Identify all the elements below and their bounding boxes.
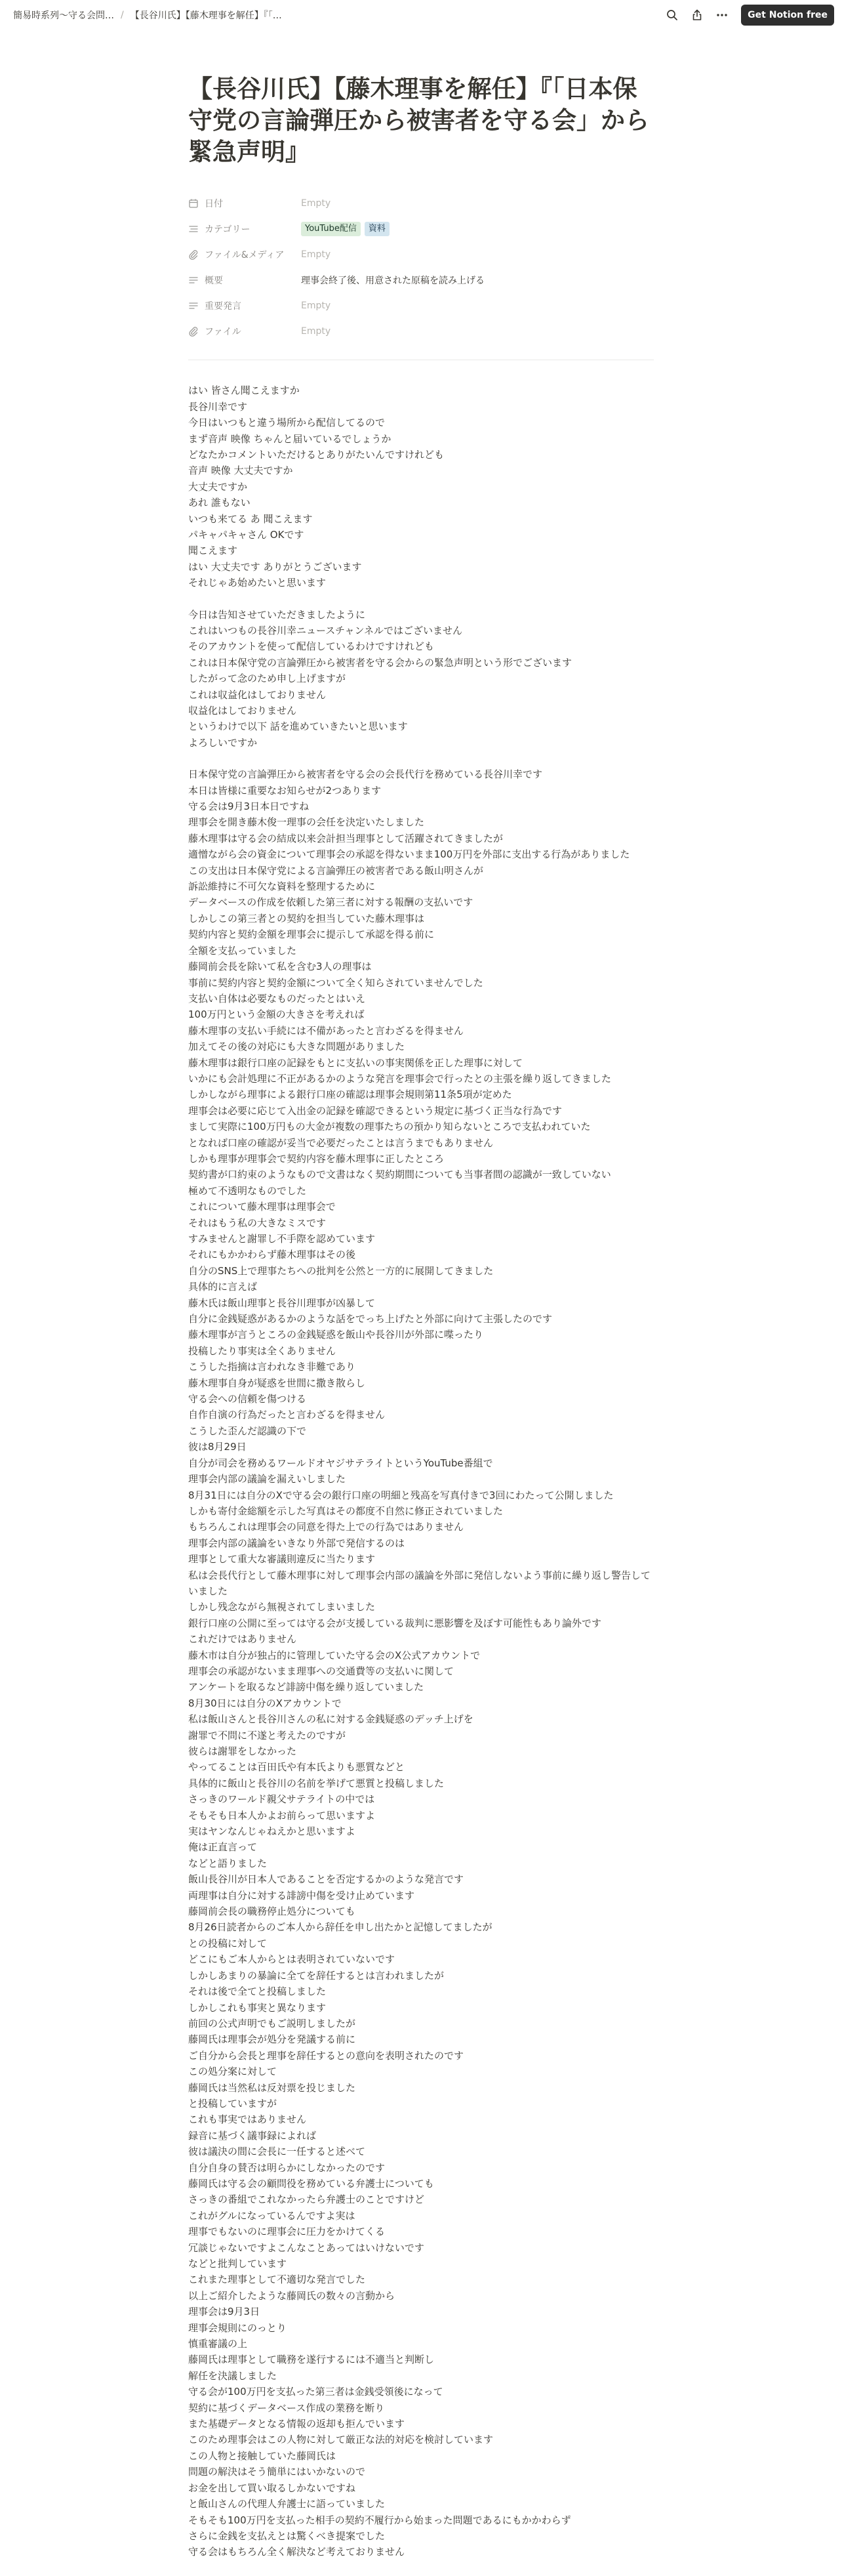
transcript-line: しかも寄付金総額を示した写真はその都度不自然に修正されていました — [188, 1505, 504, 1517]
property-category-value[interactable] — [301, 222, 390, 236]
transcript-line: 自作自演の行為だったと言わざるを得ません — [188, 1409, 386, 1421]
property-files-media — [188, 241, 654, 267]
paperclip-icon — [188, 249, 199, 260]
transcript-line: となれば口座の確認が妥当で必要だったことは言うまでもありません — [188, 1136, 494, 1149]
transcript-line: 本日は皆様に重要なお知らせが2つあります — [188, 784, 382, 797]
transcript-line: 守る会はもちろん全く解決など考えておりません — [188, 2546, 405, 2558]
transcript-line: そもそも日本人かよお前らって思いますよ — [188, 1809, 376, 1821]
transcript-line: それはもう私の大きなミスです — [188, 1216, 327, 1229]
transcript-line: しかしこの第三者との契約を担当していた藤木理事は — [188, 912, 425, 924]
transcript-line: 日本保守党の言論弾圧から被害者を守る会の会長代行を務めている長谷川幸です — [188, 768, 543, 781]
transcript-line: これは日本保守党の言論弾圧から被害者を守る会からの緊急声明という形でございます — [188, 656, 572, 669]
transcript-line: 100万円という金額の大きさを考えれば — [188, 1008, 365, 1021]
transcript-paragraph — [188, 607, 654, 751]
transcript-line: 私は飯山さんと長谷川さんの私に対する金銭疑惑のデッチ上げを — [188, 1713, 473, 1726]
transcript-line: 加えてその後の対応にも大きな問題がありました — [188, 1041, 405, 1053]
transcript-line: 藤木理事が言うところの金銭疑惑を飯山や長谷川が外部に喋ったり — [188, 1329, 484, 1341]
get-notion-free-button[interactable]: Get Notion free — [741, 5, 834, 26]
transcript-line: これだけではありません — [188, 1633, 297, 1646]
share-icon — [691, 9, 704, 22]
transcript-line: 8月26日読者からのご本人から辞任を申し出たかと記憶してましたが — [188, 1921, 492, 1934]
transcript-line: あれ 誰もない — [188, 497, 251, 509]
transcript-line: 理事会は9月3日 — [188, 2306, 260, 2318]
transcript-line: 銀行口座の公開に至っては守る会が支援している裁判に悪影響を及ぼす可能性もあり論外です — [188, 1617, 602, 1629]
list-icon — [188, 224, 199, 234]
transcript-line: 8月30日には自分のXアカウントで — [188, 1697, 342, 1709]
transcript-line: それにもかかわらず藤木理事はその後 — [188, 1249, 356, 1261]
property-list — [188, 190, 654, 344]
transcript-line: しかし残念ながら無視されてしまいました — [188, 1601, 376, 1613]
transcript-line: これは収益化はしておりません — [188, 688, 327, 701]
transcript-line: 自分に金銭疑惑があるかのような話をでっち上げたと外部に向けて主張したのです — [188, 1313, 553, 1325]
transcript-line: これまた理事として不適切な発言でした — [188, 2274, 366, 2286]
transcript-line: 両理事は自分に対する誹謗中傷を受け止めています — [188, 1889, 415, 1901]
transcript-line: 飯山長谷川が日本人であることを否定するかのような発言です — [188, 1873, 464, 1886]
transcript-line: やってることは百田氏や有本氏よりも悪質などと — [188, 1761, 405, 1774]
search-icon — [666, 9, 679, 22]
property-category-label: カテゴリー — [205, 224, 251, 235]
text-lines-icon — [188, 301, 199, 311]
transcript-line: 冗談じゃないですよこんなことあってはいけないです — [188, 2241, 424, 2254]
transcript-line: まして実際に100万円もの大金が複数の理事たちの預かり知らないところで支払われていた — [188, 1121, 591, 1133]
breadcrumb-item-current[interactable]: 【長谷川氏】【藤木理事を解任】『「… — [130, 10, 282, 21]
transcript-line: 問題の解決はそう簡単にはいかないので — [188, 2466, 366, 2478]
transcript-line: これも事実ではありません — [188, 2113, 307, 2126]
transcript-line: 今日はいつもと違う場所から配信してるので — [188, 417, 386, 429]
property-summary-label: 概要 — [205, 275, 223, 286]
transcript-line: 自分自身の賛否は明らかにしなかったのです — [188, 2161, 386, 2174]
transcript-line: 適憎ながら会の資金について理事会の承認を得ないまま100万円を外部に支出する行為がありました — [188, 848, 630, 861]
transcript-line: 理事として重大な審議則違反に当たります — [188, 1553, 376, 1566]
transcript-line: このため理事会はこの人物に対して厳正な法的対応を検討しています — [188, 2434, 494, 2446]
transcript-line: 全額を支払っていました — [188, 944, 297, 957]
property-summary — [188, 267, 654, 293]
transcript-line: 事前に契約内容と契約金額について全く知らされていませんでした — [188, 976, 483, 989]
calendar-icon — [188, 198, 199, 209]
transcript-line: すみませんと謝罪し不手際を認めています — [188, 1233, 376, 1245]
transcript-line: したがって念のため申し上げますが — [188, 673, 346, 685]
transcript-line: などと批判しています — [188, 2258, 287, 2270]
property-file — [188, 318, 654, 344]
transcript-line: 具体的に言えば — [188, 1281, 258, 1293]
property-files-media-value[interactable]: Empty — [301, 249, 331, 260]
transcript-line: 訴訟維持に不可欠な資料を整理するために — [188, 881, 376, 893]
property-key-remarks — [188, 293, 654, 318]
share-button[interactable] — [686, 4, 708, 26]
transcript-line: まず音声 映像 ちゃんと届いているでしょうか — [188, 432, 391, 445]
transcript-line: 長谷川幸です — [188, 400, 248, 413]
transcript-paragraph — [188, 383, 654, 591]
transcript-line: 藤木理事自身が疑惑を世間に撒き散らし — [188, 1377, 366, 1389]
transcript-line: 理事でもないのに理事会に圧力をかけてくる — [188, 2226, 386, 2238]
transcript-line: 理事会は必要に応じて入出金の記録を確認できるという規定に基づく正当な行為です — [188, 1104, 563, 1117]
transcript-line: 極めて不透明なものでした — [188, 1184, 307, 1197]
transcript-line: 守る会への信頼を傷つける — [188, 1393, 307, 1405]
text-lines-icon — [188, 275, 199, 285]
transcript-line: いかにも会計処理に不正があるかのような発言を理事会で行ったとの主張を繰り返してきました — [188, 1072, 612, 1085]
transcript-line: 投稿したり事実は全くありません — [188, 1344, 336, 1357]
page-content — [188, 73, 654, 2576]
transcript-line: 契約書が口約束のようなもので文書はなく契約期間についても当事者間の認識が一致していない — [188, 1169, 611, 1181]
transcript-line: 理事会の承認がないまま理事への交通費等の支払いに関して — [188, 1665, 454, 1677]
transcript-line: 守る会が100万円を支払った第三者は金銭受領後になって — [188, 2386, 443, 2398]
top-actions — [661, 4, 834, 26]
transcript-line: この人物と接触していた藤岡氏は — [188, 2449, 336, 2462]
transcript-line: 彼らは謝罪をしなかった — [188, 1745, 297, 1757]
transcript-line: こうした指摘は言われなき非難であり — [188, 1361, 356, 1373]
transcript-line: 契約に基づくデータベース作成の業務を断り — [188, 2401, 385, 2414]
property-category — [188, 216, 654, 241]
transcript-line: この処分案に対して — [188, 2066, 277, 2078]
transcript-line: 具体的に飯山と長谷川の名前を挙げて悪質と投稿しました — [188, 1777, 445, 1789]
category-tag-youtube: YouTube配信 — [301, 222, 361, 236]
breadcrumb-item-parent[interactable]: 簡易時系列～守る会問… — [13, 10, 114, 21]
transcript-line: 8月31日には自分のXで守る会の銀行口座の明細と残高を写真付きで3回にわたって公開しました — [188, 1489, 614, 1501]
search-button[interactable] — [661, 4, 683, 26]
transcript-line: 藤木氏は飯山理事と長谷川理事が凶暴して — [188, 1297, 376, 1309]
transcript-line: 藤岡氏は守る会の顧問役を務めている弁護士についても — [188, 2177, 434, 2190]
transcript-line: パキャパキャさん OKです — [188, 528, 304, 541]
more-button[interactable] — [711, 4, 733, 26]
transcript-line: さっきの番組でこれなかったら弁護士のことですけど — [188, 2193, 425, 2206]
transcript-line: しかしこれも事実と異なります — [188, 2001, 327, 2014]
transcript-line: 謝罪で不問に不遂と考えたのですが — [188, 1729, 346, 1741]
property-date-value[interactable]: Empty — [301, 197, 331, 209]
transcript-line: しかも理事が理事会で契約内容を藤木理事に正したところ — [188, 1152, 445, 1165]
transcript-line: そもそも100万円を支払った相手の契約不履行から始まった問題であるにもかかわらず — [188, 2514, 571, 2526]
transcript-line: 彼は8月29日 — [188, 1441, 247, 1453]
transcript-line: 理事会規則にのっとり — [188, 2321, 287, 2334]
transcript-line: 藤木理事の支払い手続には不備があったと言わざるを得ません — [188, 1024, 464, 1037]
property-date — [188, 190, 654, 216]
transcript-line: 今日は告知させていただきましたように — [188, 608, 366, 621]
transcript-line: 理事会を開き藤木俊一理事の会任を決定いたしました — [188, 816, 425, 829]
property-file-label: ファイル — [205, 326, 241, 337]
breadcrumb — [9, 7, 661, 23]
property-date-label: 日付 — [205, 198, 223, 209]
transcript-line: 以上ご紹介したような藤岡氏の数々の言動から — [188, 2289, 395, 2302]
transcript-line: 収益化はしておりません — [188, 705, 297, 717]
transcript-line: いつも来てる あ 聞こえます — [188, 512, 313, 525]
transcript-line: さっきのワールド親父サテライトの中では — [188, 1793, 375, 1806]
transcript-line: データベースの作成を依頼した第三者に対する報酬の支払いです — [188, 896, 473, 909]
transcript-line: 慎重審議の上 — [188, 2338, 248, 2350]
transcript-line: それじゃあ始めたいと思います — [188, 577, 327, 589]
transcript-line: もちろんこれは理事会の同意を得た上での行為ではありません — [188, 1521, 464, 1533]
transcript-paragraph — [188, 766, 654, 2560]
paperclip-icon — [188, 326, 199, 337]
transcript-line: 実はヤンなんじゃねえかと思いますよ — [188, 1825, 355, 1838]
more-icon — [715, 9, 729, 22]
transcript-line: こうした歪んだ認識の下で — [188, 1424, 307, 1437]
property-key-remarks-value[interactable]: Empty — [301, 300, 331, 311]
transcript-line: 藤木理事は守る会の結成以来会計担当理事として活躍されてきましたが — [188, 832, 504, 844]
property-files-media-label: ファイル&メディア — [205, 249, 285, 260]
transcript-line: 録音に基づく議事録によれば — [188, 2129, 317, 2142]
transcript-line: 大丈夫ですか — [188, 480, 248, 493]
transcript-line: 藤木理事は銀行口座の記録をもとに支払いの事実関係を正した理事に対して — [188, 1056, 523, 1069]
transcript-line: 支払い自体は必要なものだったとはいえ — [188, 992, 366, 1005]
transcript-line: 藤岡氏は理事として職務を遂行するには不適当と判断し — [188, 2354, 435, 2366]
transcript-line: と投稿していますが — [188, 2097, 277, 2109]
page-title: 【長谷川氏】【藤木理事を解任】『「日本保守党の言論弾圧から被害者を守る会」から緊急声明』 — [188, 75, 649, 167]
transcript-line: しかしながら理事による銀行口座の確認は理事会規則第11条5項が定めた — [188, 1089, 512, 1101]
transcript-line: ご自分から会長と理事を辞任するとの意向を表明されたのです — [188, 2049, 464, 2062]
transcript-line: 契約内容と契約金額を理事会に提示して承認を得る前に — [188, 928, 435, 941]
transcript-line: はい 大丈夫です ありがとうございます — [188, 560, 362, 573]
transcript-line: 藤木市は自分が独占的に管理していた守る会のX公式アカウントで — [188, 1649, 481, 1661]
transcript-line: 藤岡氏は理事会が処分を発議する前に — [188, 2033, 356, 2046]
transcript-line: 私は会長代行として藤木理事に対して理事会内部の議論を外部に発信しないよう事前に繰り返し警告していました — [188, 1569, 651, 1597]
property-key-remarks-label: 重要発言 — [205, 301, 241, 312]
transcript-line: 俺は正直言って — [188, 1841, 258, 1854]
transcript-body — [188, 383, 654, 2560]
breadcrumb-separator: / — [121, 10, 124, 20]
transcript-line: 藤岡氏は当然私は反対票を投じました — [188, 2081, 356, 2094]
transcript-line: 解任を決議しました — [188, 2369, 277, 2382]
transcript-line: これがグルになっているんですよ実は — [188, 2209, 355, 2222]
transcript-line: 理事会内部の議論をいきなり外部で発信するのは — [188, 1537, 405, 1549]
transcript-line: 藤岡前会長の職務停止処分についても — [188, 1905, 355, 1918]
transcript-line: 音声 映像 大丈夫ですか — [188, 465, 293, 477]
transcript-line: よろしいですか — [188, 736, 258, 749]
transcript-line: また基礎データとなる情報の返却も拒んでいます — [188, 2418, 405, 2430]
transcript-line: 守る会は9月3日本日ですね — [188, 800, 310, 813]
transcript-line: アンケートを取るなど誹謗中傷を繰り返していました — [188, 1681, 424, 1693]
transcript-line: 前回の公式声明でもご説明しましたが — [188, 2017, 356, 2029]
transcript-line: これはいつもの長谷川幸ニュースチャンネルではございません — [188, 624, 463, 636]
transcript-line: どこにもご本人からとは表明されていないです — [188, 1953, 395, 1966]
transcript-line: この支出は日本保守党による言論弾圧の被害者である飯山明さんが — [188, 864, 484, 877]
transcript-line: それは後で全てと投稿しました — [188, 1985, 327, 1998]
transcript-line: はい 皆さん聞こえますか — [188, 384, 300, 397]
transcript-line: 聞こえます — [188, 545, 238, 557]
transcript-line: 理事会内部の議論を漏えいしました — [188, 1473, 346, 1485]
transcript-line: さらに金銭を支払えとは驚くべき提案でした — [188, 2529, 386, 2542]
top-bar — [0, 0, 842, 30]
transcript-line: 彼は議決の間に会長に一任すると述べて — [188, 2146, 366, 2158]
transcript-line: というわけで以下 話を進めていきたいと思います — [188, 720, 408, 733]
transcript-line: そのアカウントを使って配信しているわけですけれども — [188, 640, 434, 653]
category-tag-document: 資料 — [365, 222, 390, 236]
transcript-line: どなたかコメントいただけるとありがたいんですけれども — [188, 448, 445, 461]
transcript-line: 自分のSNS上で理事たちへの批判を公然と一方的に展開してきました — [188, 1264, 494, 1277]
transcript-line: これについて藤木理事は理事会で — [188, 1201, 336, 1213]
property-file-value[interactable]: Empty — [301, 325, 331, 337]
property-summary-value[interactable]: 理事会終了後、用意された原稿を読み上げる — [301, 275, 485, 286]
transcript-line: 自分が司会を務めるワールドオヤジサテライトというYouTube番組で — [188, 1457, 493, 1469]
transcript-line: との投稿に対して — [188, 1937, 268, 1949]
transcript-line: 藤岡前会長を除いて私を含む3人の理事は — [188, 961, 372, 973]
transcript-line: と飯山さんの代理人弁護士に語っていました — [188, 2498, 386, 2510]
transcript-line: しかしあまりの暴論に全てを辞任するとは言われましたが — [188, 1969, 445, 1982]
transcript-line: お金を出して買い取るしかないですね — [188, 2482, 356, 2494]
transcript-line: などと語りました — [188, 1857, 268, 1869]
